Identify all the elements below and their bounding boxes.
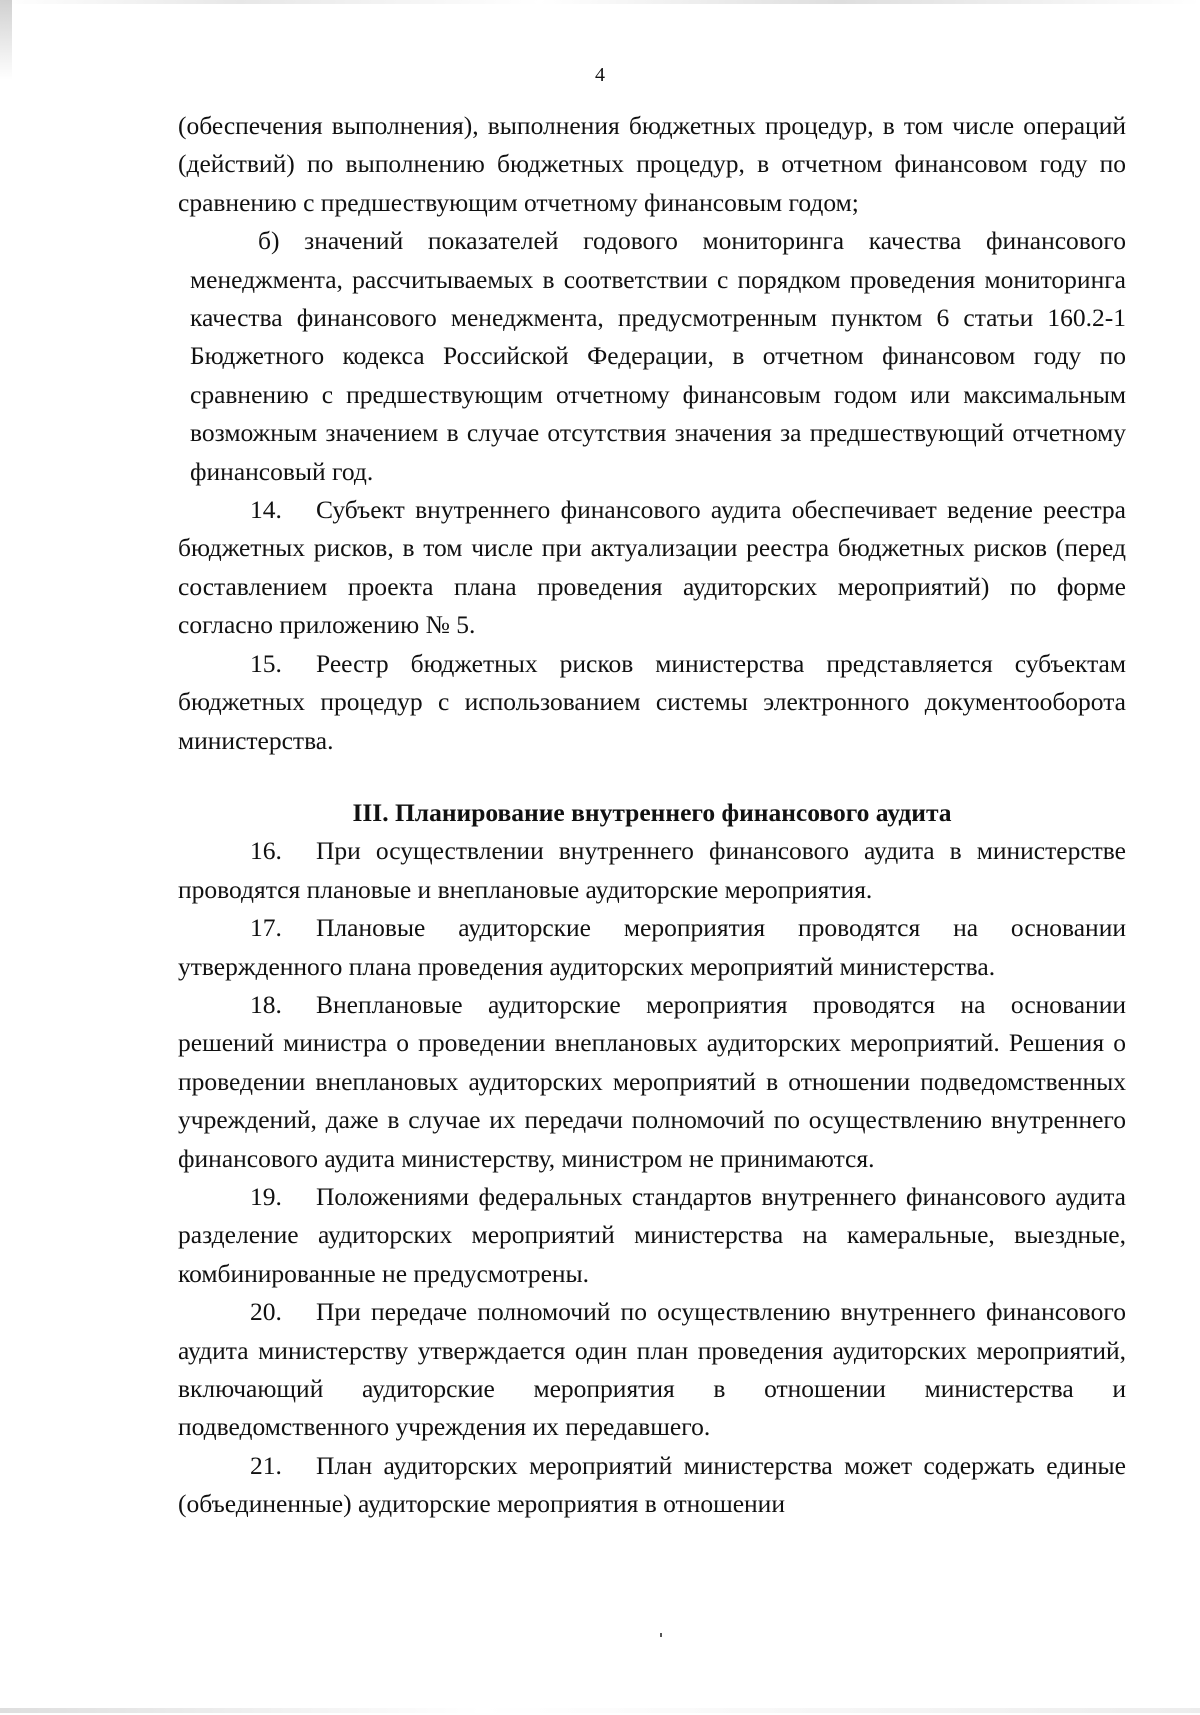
paragraph-17 <box>178 909 1126 986</box>
paragraph-16-text: При осуществлении внутреннего финансового аудита в министерстве проводятся плановые и внеплановые аудиторские мероприятия. <box>178 836 1126 904</box>
paragraph-b: б) значений показателей годового мониторинга качества финансового менеджмента, рассчитываемых в соответствии с порядком проведения мониторинга качества финансового менеджмента, предусмотренным пунктом 6 статьи 160.2-1 Бюджетного кодекса Российской Федерации, в отчетном финансовом году по сравнению с предшествующим отчетному финансовым годом или максимальным возможным значением в случае отсутствия значения за предшествующий отчетному финансовый год. <box>190 226 1126 486</box>
paragraph-15 <box>178 645 1126 760</box>
paragraph-14-number: 14. <box>250 495 282 525</box>
paragraph-20 <box>178 1293 1126 1447</box>
paragraph-21-text: План аудиторских мероприятий министерства может содержать единые (объединенные) аудиторские мероприятия в отношении <box>178 1450 1126 1519</box>
paragraph-21 <box>178 1447 1126 1524</box>
document-body <box>178 107 1126 1524</box>
paragraph-19 <box>178 1178 1126 1293</box>
paragraph-17-number: 17. <box>250 913 282 943</box>
paragraph-continuation: (обеспечения выполнения), выполнения бюджетных процедур, в том числе операций (действий) по выполнению бюджетных процедур, в отчетном финансовом году по сравнению с предшествующим отчетному финансовым годом; <box>178 111 1126 217</box>
paragraph-15-number: 15. <box>250 648 282 678</box>
paragraph-14-text: Субъект внутреннего финансового аудита обеспечивает ведение реестра бюджетных рисков, в том числе при актуализации реестра бюджетных рисков (перед составлением проекта плана проведения аудиторских мероприятий) по форме согласно приложению № 5. <box>178 495 1126 640</box>
paragraph-21-number: 21. <box>250 1450 282 1480</box>
page-number: 4 <box>595 64 605 86</box>
paragraph-17-text: Плановые аудиторские мероприятия проводятся на основании утвержденного плана проведения аудиторских мероприятий министерства. <box>178 913 1126 981</box>
scan-edge-top <box>0 0 1200 4</box>
paragraph-14 <box>178 491 1126 645</box>
paragraph-19-text: Положениями федеральных стандартов внутреннего финансового аудита разделение аудиторских мероприятий министерства на камеральные, выездные, комбинированные не предусмотрены. <box>178 1181 1126 1288</box>
paragraph-15-text: Реестр бюджетных рисков министерства представляется субъектам бюджетных процедур с использованием системы электронного документооборота министерства. <box>178 648 1126 755</box>
paragraph-18 <box>178 986 1126 1178</box>
paragraph-18-number: 18. <box>250 989 282 1019</box>
paragraph-16 <box>178 832 1126 909</box>
scan-dot <box>660 1633 662 1637</box>
scan-edge-bottom <box>0 1708 1200 1713</box>
paragraph-20-number: 20. <box>250 1297 282 1327</box>
paragraph-16-number: 16. <box>250 836 282 866</box>
section-heading: III. Планирование внутреннего финансового аудита <box>352 797 952 827</box>
paragraph-19-number: 19. <box>250 1181 282 1211</box>
paragraph-20-text: При передаче полномочий по осуществлению внутреннего финансового аудита министерству утверждается один план проведения аудиторских мероприятий, включающий аудиторские мероприятия в отношении министерства и подведомственного учреждения их передавшего. <box>178 1297 1126 1442</box>
paragraph-18-text: Внеплановые аудиторские мероприятия проводятся на основании решений министра о проведении внеплановых аудиторских мероприятий. Решения о проведении внеплановых аудиторских мероприятий в отношении подведомственных учреждений, даже в случае их передачи полномочий по осуществлению внутреннего финансового аудита министерству, министром не принимаются. <box>178 989 1126 1173</box>
